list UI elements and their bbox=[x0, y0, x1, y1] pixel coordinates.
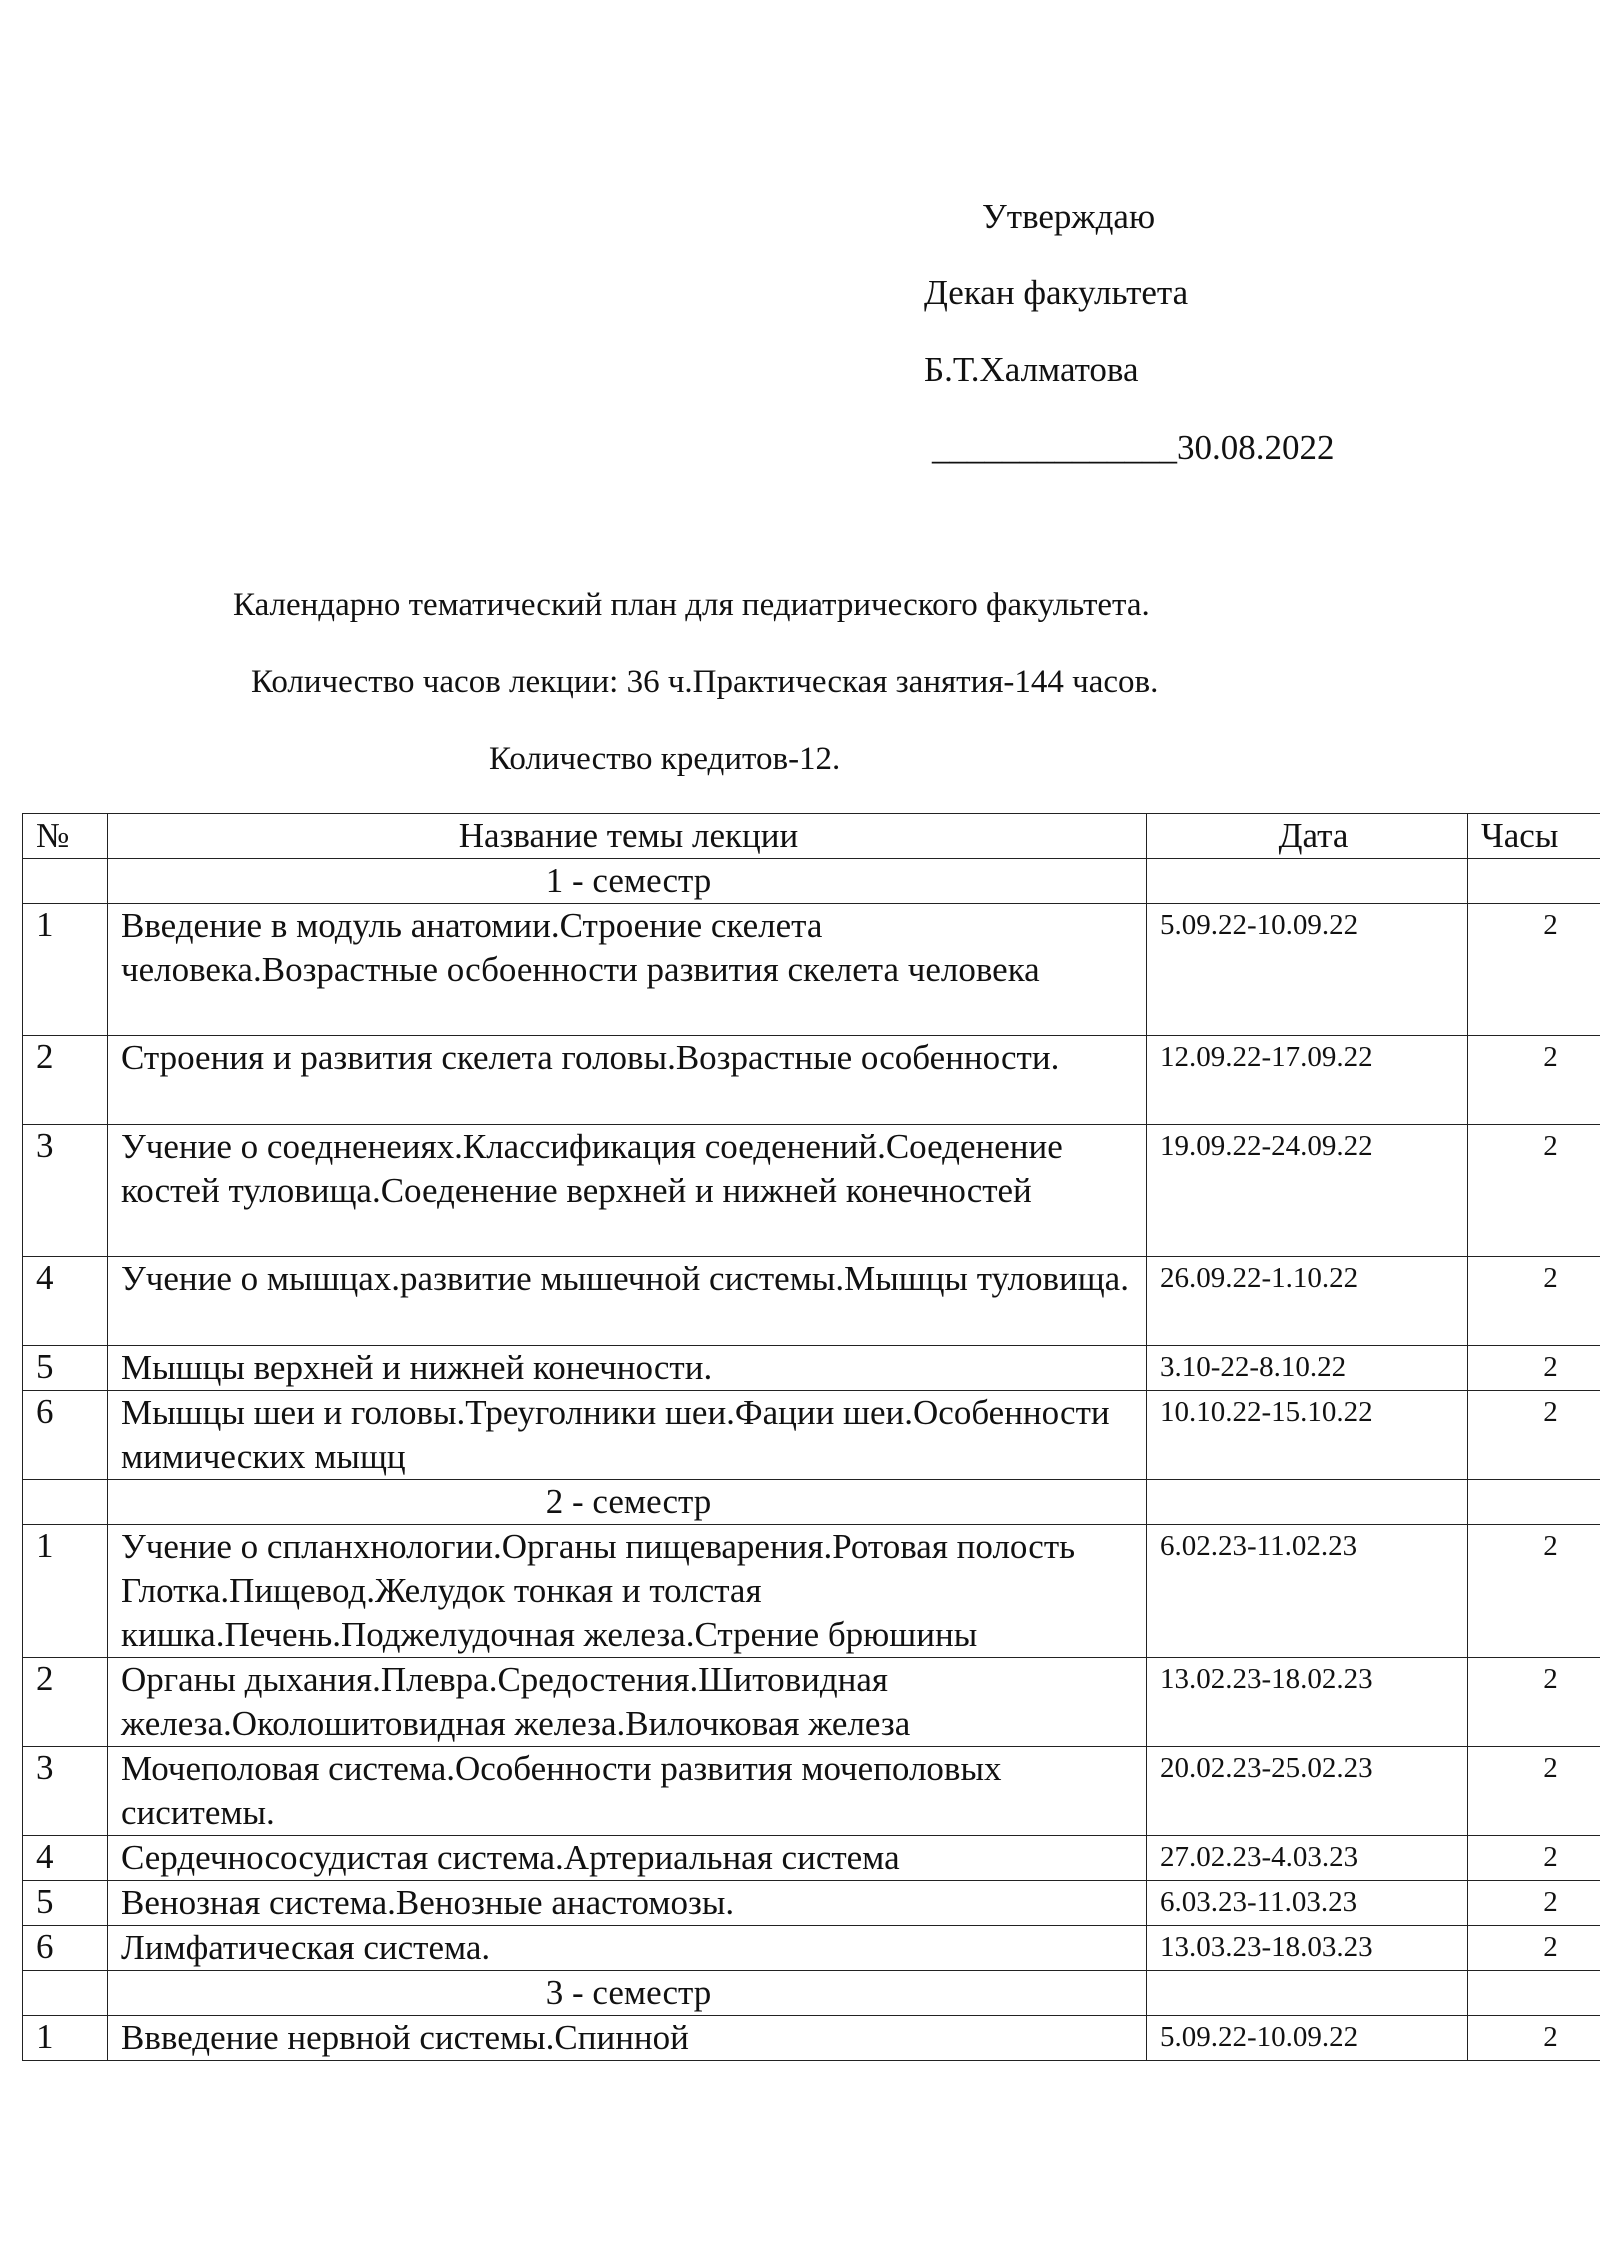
row-num: 3 bbox=[23, 1125, 108, 1257]
table-row bbox=[23, 1881, 1600, 1926]
row-date: 5.09.22-10.09.22 bbox=[1147, 2016, 1468, 2061]
document-credits: Количество кредитов-12. bbox=[489, 741, 841, 777]
row-topic: Венозная система.Венозные анастомозы. bbox=[108, 1881, 1147, 1926]
table-row bbox=[23, 1525, 1600, 1658]
approval-name: Б.Т.Халматова bbox=[924, 350, 1139, 389]
row-topic: Сердечнососудистая система.Артериальная система bbox=[108, 1836, 1147, 1881]
row-date: 12.09.22-17.09.22 bbox=[1147, 1036, 1468, 1125]
row-hours: 2 bbox=[1468, 1036, 1600, 1125]
row-hours: 2 bbox=[1468, 1257, 1600, 1346]
semester-label: 1 - семестр bbox=[108, 859, 1147, 904]
header-num: № bbox=[23, 814, 108, 859]
row-date: 6.03.23-11.03.23 bbox=[1147, 1881, 1468, 1926]
row-num: 2 bbox=[23, 1036, 108, 1125]
row-num: 1 bbox=[23, 904, 108, 1036]
table-row bbox=[23, 904, 1600, 1036]
row-topic: Мышцы шеи и головы.Треуголники шеи.Фации шеи.Особенности мимических мыщц bbox=[108, 1391, 1147, 1480]
row-num: 1 bbox=[23, 1525, 108, 1658]
row-topic: Органы дыхания.Плевра.Средостения.Шитовидная железа.Околошитовидная железа.Вилочковая железа bbox=[108, 1658, 1147, 1747]
table-row bbox=[23, 1257, 1600, 1346]
row-date: 27.02.23-4.03.23 bbox=[1147, 1836, 1468, 1881]
row-date: 19.09.22-24.09.22 bbox=[1147, 1125, 1468, 1257]
row-num: 4 bbox=[23, 1257, 108, 1346]
approval-approve: Утверждаю bbox=[982, 197, 1156, 236]
row-hours: 2 bbox=[1468, 1658, 1600, 1747]
row-num: 5 bbox=[23, 1881, 108, 1926]
row-date: 6.02.23-11.02.23 bbox=[1147, 1525, 1468, 1658]
row-hours: 2 bbox=[1468, 1125, 1600, 1257]
row-date: 20.02.23-25.02.23 bbox=[1147, 1747, 1468, 1836]
row-num: 3 bbox=[23, 1747, 108, 1836]
row-hours: 2 bbox=[1468, 1926, 1600, 1971]
row-num: 4 bbox=[23, 1836, 108, 1881]
table-row bbox=[23, 1658, 1600, 1747]
row-topic: Мышцы верхней и нижней конечности. bbox=[108, 1346, 1147, 1391]
row-hours: 2 bbox=[1468, 904, 1600, 1036]
row-date: 3.10-22-8.10.22 bbox=[1147, 1346, 1468, 1391]
table-row bbox=[23, 1125, 1600, 1257]
row-date: 5.09.22-10.09.22 bbox=[1147, 904, 1468, 1036]
row-hours: 2 bbox=[1468, 2016, 1600, 2061]
approval-position: Декан факультета bbox=[924, 273, 1189, 312]
row-num: 6 bbox=[23, 1926, 108, 1971]
header-hours: Часы bbox=[1468, 814, 1600, 859]
row-topic: Учение о спланхнологии.Органы пищеварения.Ротовая полость Глотка.Пищевод.Желудок тонкая и толстая кишка.Печень.Поджелудочная железа.Стрение брюшины bbox=[108, 1525, 1147, 1658]
row-date: 26.09.22-1.10.22 bbox=[1147, 1257, 1468, 1346]
row-topic: Мочеполовая система.Особенности развития мочеполовых сиситемы. bbox=[108, 1747, 1147, 1836]
row-hours: 2 bbox=[1468, 1525, 1600, 1658]
row-date: 10.10.22-15.10.22 bbox=[1147, 1391, 1468, 1480]
row-topic: Ввведение нервной системы.Спинной bbox=[108, 2016, 1147, 2061]
table-row bbox=[23, 1391, 1600, 1480]
row-topic: Лимфатическая система. bbox=[108, 1926, 1147, 1971]
lecture-plan-table bbox=[22, 813, 1600, 2061]
row-date: 13.03.23-18.03.23 bbox=[1147, 1926, 1468, 1971]
row-hours: 2 bbox=[1468, 1391, 1600, 1480]
row-num: 6 bbox=[23, 1391, 108, 1480]
semester-row bbox=[23, 1480, 1600, 1525]
row-hours: 2 bbox=[1468, 1881, 1600, 1926]
semester-label: 3 - семестр bbox=[108, 1971, 1147, 2016]
row-date: 13.02.23-18.02.23 bbox=[1147, 1658, 1468, 1747]
row-topic: Введение в модуль анатомии.Строение скелета человека.Возрастные осбоенности развития скелета человека bbox=[108, 904, 1147, 1036]
semester-row bbox=[23, 859, 1600, 904]
table-row bbox=[23, 1926, 1600, 1971]
semester-label: 2 - семестр bbox=[108, 1480, 1147, 1525]
table-row bbox=[23, 2016, 1600, 2061]
row-num: 2 bbox=[23, 1658, 108, 1747]
header-topic: Название темы лекции bbox=[108, 814, 1147, 859]
table-row bbox=[23, 1836, 1600, 1881]
row-topic: Строения и развития скелета головы.Возрастные особенности. bbox=[108, 1036, 1147, 1125]
document-title: Календарно тематический план для педиатрического факультета. bbox=[233, 587, 1150, 623]
table-row bbox=[23, 1747, 1600, 1836]
header-date: Дата bbox=[1147, 814, 1468, 859]
document-hours: Количество часов лекции: 36 ч.Практическая занятия-144 часов. bbox=[251, 664, 1159, 700]
row-hours: 2 bbox=[1468, 1836, 1600, 1881]
approval-signature-date: ______________30.08.2022 bbox=[932, 428, 1335, 467]
table-header-row bbox=[23, 814, 1600, 859]
table-row bbox=[23, 1036, 1600, 1125]
row-topic: Учение о соедненеиях.Классификация соеденений.Соеденение костей туловища.Соеденение верхней и нижней конечностей bbox=[108, 1125, 1147, 1257]
semester-row bbox=[23, 1971, 1600, 2016]
row-hours: 2 bbox=[1468, 1747, 1600, 1836]
row-hours: 2 bbox=[1468, 1346, 1600, 1391]
row-topic: Учение о мышцах.развитие мышечной системы.Мышцы туловища. bbox=[108, 1257, 1147, 1346]
table-row bbox=[23, 1346, 1600, 1391]
row-num: 5 bbox=[23, 1346, 108, 1391]
row-num: 1 bbox=[23, 2016, 108, 2061]
